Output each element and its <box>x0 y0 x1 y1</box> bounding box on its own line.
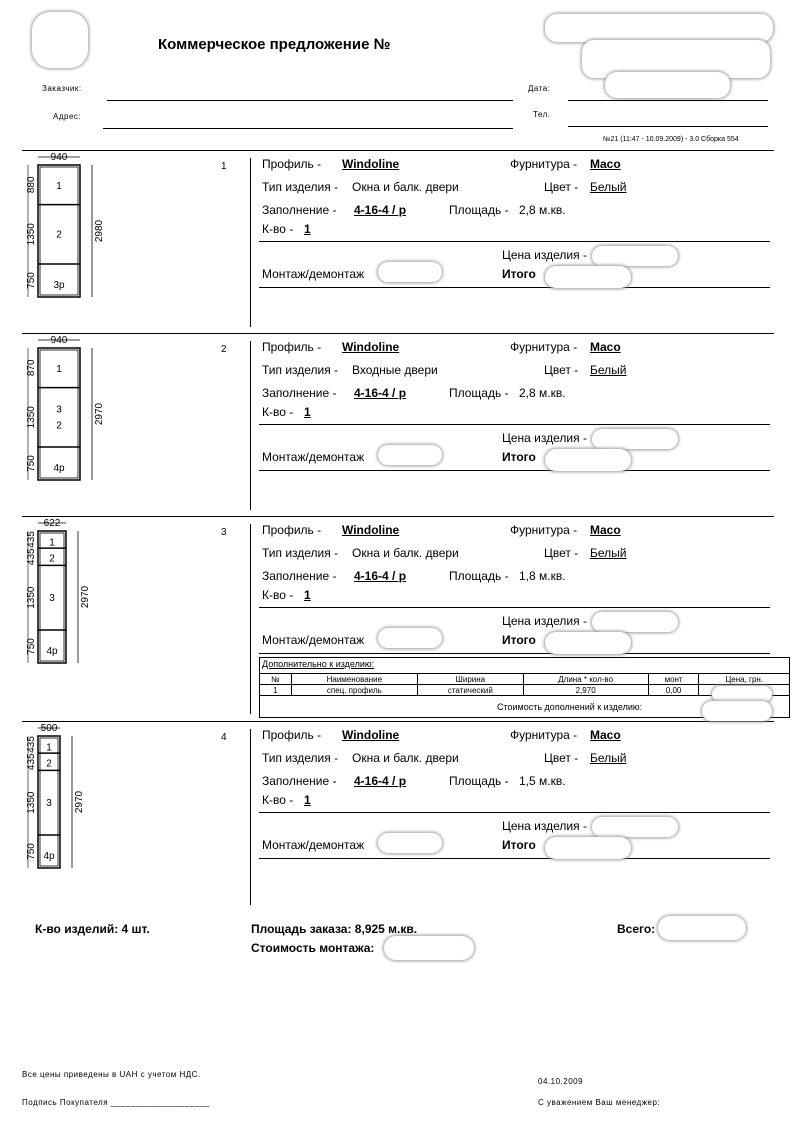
redacted-install-price <box>378 628 442 648</box>
item-rule-top <box>259 812 770 813</box>
window-drawing-svg <box>20 722 110 902</box>
qty-label: К-во - <box>262 405 294 419</box>
type-label: Тип изделия - <box>262 546 339 560</box>
qty-label: К-во - <box>262 793 294 807</box>
vat-note: Все цены приведены в UAH с учетом НДС. <box>22 1070 201 1079</box>
width-dimension-label: 940 <box>50 335 68 346</box>
fittings-label: Фурнитура - <box>510 157 578 171</box>
item-number: 1 <box>221 161 227 172</box>
type-value: Окна и балк. двери <box>352 751 459 765</box>
fill-label: Заполнение - <box>262 203 337 217</box>
redacted-company-block-3 <box>605 72 730 98</box>
extras-col-price: Цена, грн. <box>699 674 790 685</box>
address-line <box>103 128 513 129</box>
price-label: Цена изделия - <box>502 614 587 628</box>
item-divider <box>250 158 251 327</box>
area-label: Площадь - <box>449 774 509 788</box>
redacted-company-block-1 <box>545 14 773 42</box>
redacted-grand-total <box>658 916 746 940</box>
sash-label: 1 <box>56 363 62 375</box>
section-dimension-label: 1350 <box>26 586 37 609</box>
section-dimension-label: 870 <box>26 359 37 377</box>
profile-label: Профиль - <box>262 340 322 354</box>
customer-line <box>107 100 513 101</box>
item-divider <box>250 524 251 714</box>
price-label: Цена изделия - <box>502 431 587 445</box>
fill-value: 4-16-4 / р <box>354 386 407 400</box>
summary-grand-total: Всего: <box>617 922 656 936</box>
sash-label: 2 <box>56 420 62 432</box>
sash-label: 1 <box>56 180 62 192</box>
footer-date: 04.10.2009 <box>538 1077 584 1086</box>
qty-value: 1 <box>304 222 311 236</box>
profile-value: Windoline <box>342 340 400 354</box>
type-value: Входные двери <box>352 363 438 377</box>
section-dimension-label: 435 <box>26 531 37 548</box>
sash-label: 1 <box>49 537 55 549</box>
item-rule-top <box>259 241 770 242</box>
area-label: Площадь - <box>449 569 509 583</box>
redacted-install-price <box>378 262 442 282</box>
item-rule-bottom <box>259 470 770 471</box>
extras-row <box>260 685 790 696</box>
area-label: Площадь - <box>449 386 509 400</box>
total-label: Итого <box>502 267 536 281</box>
page-title: Коммерческое предложение № <box>158 36 391 53</box>
phone-label: Тел. <box>533 110 551 119</box>
window-drawing <box>20 151 110 324</box>
date-line <box>568 100 768 101</box>
install-label: Монтаж/демонтаж <box>262 450 365 464</box>
profile-label: Профиль - <box>262 157 322 171</box>
item-separator <box>22 150 774 151</box>
extras-cell-install: 0,00 <box>648 685 699 696</box>
sash-label: 3 <box>46 798 52 809</box>
item-separator <box>22 721 774 722</box>
fittings-label: Фурнитура - <box>510 728 578 742</box>
section-dimension-label: 750 <box>26 843 37 860</box>
redacted-item-total <box>545 266 631 288</box>
qty-value: 1 <box>304 405 311 419</box>
redacted-extras-cost <box>702 701 772 721</box>
area-value: 2,8 м.кв. <box>519 386 566 400</box>
fittings-value: Maco <box>590 523 621 537</box>
fittings-label: Фурнитура - <box>510 523 578 537</box>
redacted-item-price <box>592 429 678 449</box>
window-drawing-svg <box>20 151 110 324</box>
price-label: Цена изделия - <box>502 819 587 833</box>
qty-label: К-во - <box>262 222 294 236</box>
profile-value: Windoline <box>342 523 400 537</box>
area-value: 2,8 м.кв. <box>519 203 566 217</box>
window-drawing-svg <box>20 517 110 711</box>
item-divider <box>250 341 251 510</box>
fittings-value: Maco <box>590 340 621 354</box>
redacted-item-price <box>592 817 678 837</box>
total-label: Итого <box>502 838 536 852</box>
section-dimension-label: 435 <box>26 753 37 771</box>
color-value: Белый <box>590 751 627 765</box>
redacted-item-price <box>592 612 678 632</box>
type-label: Тип изделия - <box>262 180 339 194</box>
fill-value: 4-16-4 / р <box>354 774 407 788</box>
sash-label: 4р <box>53 462 65 474</box>
fill-label: Заполнение - <box>262 386 337 400</box>
item-rule-bottom <box>259 287 770 288</box>
color-label: Цвет - <box>544 363 579 377</box>
width-dimension-label: 500 <box>40 723 58 734</box>
customer-label: Заказчик: <box>42 84 82 93</box>
profile-value: Windoline <box>342 157 400 171</box>
redacted-install-price <box>378 833 442 853</box>
install-label: Монтаж/демонтаж <box>262 633 365 647</box>
extras-col-name: Наименование <box>291 674 418 685</box>
area-value: 1,5 м.кв. <box>519 774 566 788</box>
item-divider <box>250 729 251 905</box>
extras-header-row <box>260 674 790 685</box>
profile-value: Windoline <box>342 728 400 742</box>
item-rule-top <box>259 607 770 608</box>
fill-value: 4-16-4 / р <box>354 569 407 583</box>
extras-cell-length: 2,970 <box>523 685 648 696</box>
section-dimension-label: 435 <box>26 736 37 753</box>
color-label: Цвет - <box>544 546 579 560</box>
window-drawing <box>20 517 110 711</box>
sash-label: 2 <box>56 229 62 241</box>
color-label: Цвет - <box>544 180 579 194</box>
section-dimension-label: 750 <box>26 455 37 472</box>
area-label: Площадь - <box>449 203 509 217</box>
width-dimension-label: 940 <box>50 152 68 163</box>
profile-label: Профиль - <box>262 523 322 537</box>
install-label: Монтаж/демонтаж <box>262 267 365 281</box>
qty-value: 1 <box>304 588 311 602</box>
extras-col-install: монт <box>648 674 699 685</box>
window-drawing-svg <box>20 334 110 507</box>
height-dimension-label: 2980 <box>94 219 105 243</box>
section-dimension-label: 1350 <box>26 406 37 429</box>
type-value: Окна и балк. двери <box>352 180 459 194</box>
summary-install: Стоимость монтажа: <box>251 941 375 955</box>
sash-label: 2 <box>46 758 52 770</box>
section-dimension-label: 1350 <box>26 223 37 246</box>
section-dimension-label: 750 <box>26 272 37 289</box>
height-dimension-label: 2970 <box>74 790 85 814</box>
address-label: Адрес: <box>53 112 82 121</box>
item-number: 2 <box>221 344 227 355</box>
sash-label: 2 <box>49 553 55 565</box>
item-separator <box>22 516 774 517</box>
extras-cell-num: 1 <box>260 685 292 696</box>
total-label: Итого <box>502 633 536 647</box>
price-label: Цена изделия - <box>502 248 587 262</box>
extras-cell-name: спец. профиль <box>291 685 418 696</box>
fittings-value: Maco <box>590 157 621 171</box>
fittings-value: Maco <box>590 728 621 742</box>
extras-col-length: Длина * кол-во <box>523 674 648 685</box>
sash-label: 3р <box>53 279 65 291</box>
redacted-item-total <box>545 837 631 859</box>
install-label: Монтаж/демонтаж <box>262 838 365 852</box>
redacted-extras-price <box>712 686 772 702</box>
redacted-install-price <box>378 445 442 465</box>
type-label: Тип изделия - <box>262 751 339 765</box>
fill-label: Заполнение - <box>262 569 337 583</box>
color-label: Цвет - <box>544 751 579 765</box>
redacted-item-total <box>545 449 631 471</box>
extras-col-num: № <box>260 674 292 685</box>
total-label: Итого <box>502 450 536 464</box>
fill-value: 4-16-4 / р <box>354 203 407 217</box>
extras-cost-label: Стоимость дополнений к изделию: <box>497 702 643 712</box>
fill-label: Заполнение - <box>262 774 337 788</box>
area-value: 1,8 м.кв. <box>519 569 566 583</box>
section-dimension-label: 1350 <box>26 791 37 814</box>
item-separator <box>22 333 774 334</box>
item-rule-bottom <box>259 653 770 654</box>
redacted-item-price <box>592 246 678 266</box>
extras-cell-width: статический <box>418 685 523 696</box>
extras-col-width: Ширина <box>418 674 523 685</box>
extras-table <box>259 673 790 696</box>
sash-label: 1 <box>46 742 52 754</box>
sash-label: 3 <box>49 593 55 604</box>
width-dimension-label: 622 <box>43 518 61 529</box>
summary-area: Площадь заказа: 8,925 м.кв. <box>251 922 418 936</box>
section-dimension-label: 750 <box>26 638 37 655</box>
sash-label: 3 <box>56 404 62 416</box>
qty-label: К-во - <box>262 588 294 602</box>
redacted-item-total <box>545 632 631 654</box>
type-label: Тип изделия - <box>262 363 339 377</box>
manager-note: С уважением Ваш менеджер: <box>538 1098 661 1107</box>
color-value: Белый <box>590 546 627 560</box>
height-dimension-label: 2970 <box>94 402 105 426</box>
window-drawing <box>20 334 110 507</box>
item-rule-bottom <box>259 858 770 859</box>
redacted-install-cost <box>384 936 474 960</box>
type-value: Окна и балк. двери <box>352 546 459 560</box>
item-number: 4 <box>221 732 227 743</box>
section-dimension-label: 435 <box>26 548 37 566</box>
height-dimension-label: 2970 <box>80 585 91 609</box>
redacted-logo <box>32 12 88 68</box>
color-value: Белый <box>590 180 627 194</box>
fittings-label: Фурнитура - <box>510 340 578 354</box>
summary-count: К-во изделий: 4 шт. <box>35 922 150 936</box>
color-value: Белый <box>590 363 627 377</box>
window-drawing <box>20 722 110 902</box>
section-dimension-label: 880 <box>26 176 37 194</box>
buyer-signature: Подпись Покупателя ____________________ <box>22 1098 210 1107</box>
sash-label: 4р <box>46 645 58 657</box>
sash-label: 4р <box>43 850 55 862</box>
item-number: 3 <box>221 527 227 538</box>
qty-value: 1 <box>304 793 311 807</box>
profile-label: Профиль - <box>262 728 322 742</box>
date-label: Дата: <box>528 84 551 93</box>
version-note: №21 (11:47 - 10.09.2009) - 3.0 Сборка 554 <box>603 136 739 143</box>
item-rule-top <box>259 424 770 425</box>
extras-title: Дополнительно к изделию: <box>262 659 375 669</box>
phone-line <box>568 126 768 127</box>
